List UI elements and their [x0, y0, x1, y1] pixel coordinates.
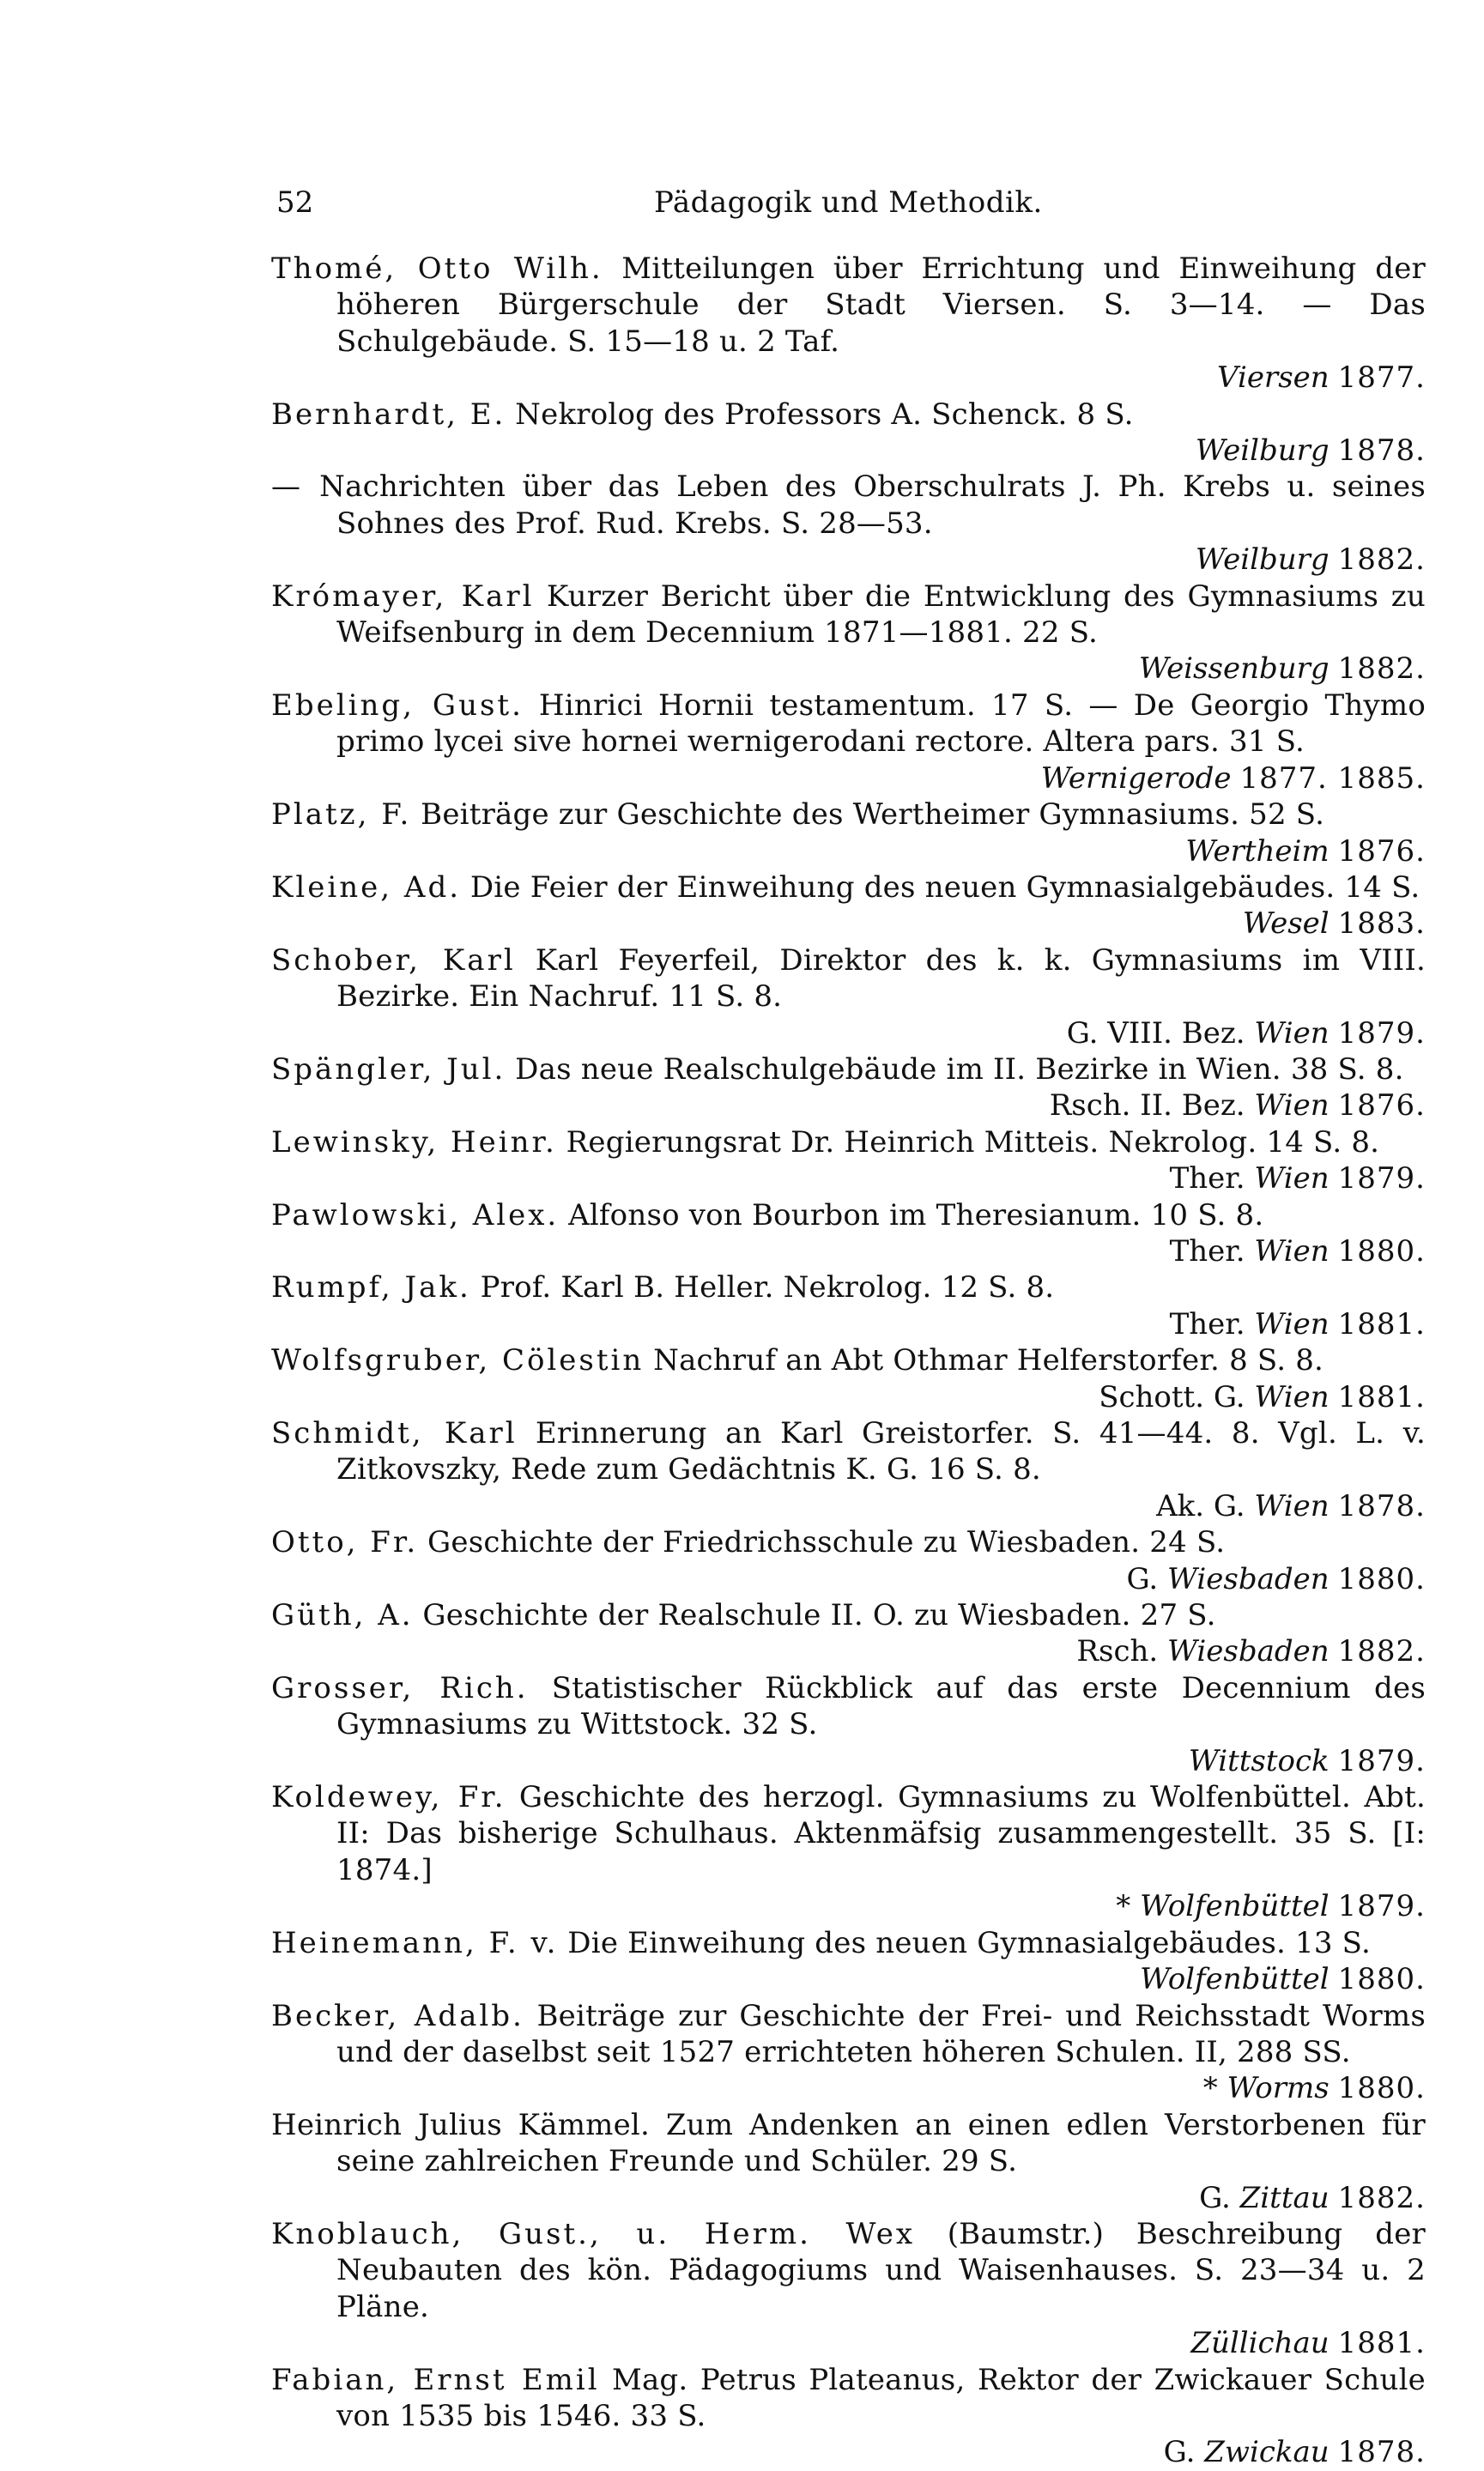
entry-author: Wolfsgruber, Cölestin	[271, 1343, 645, 1378]
bibliography-entry	[271, 2216, 1426, 2362]
entry-imprint-note: Rsch.	[1076, 1634, 1159, 1669]
entry-place: Worms	[1227, 2071, 1330, 2106]
entry-year: 1882.	[1337, 2180, 1426, 2215]
entry-imprint-note: *	[1202, 2071, 1218, 2106]
entry-imprint-note: G.	[1126, 1561, 1159, 1596]
entry-imprint	[336, 760, 1426, 796]
entry-imprint	[336, 905, 1426, 942]
entry-year: 1880.	[1337, 1561, 1426, 1596]
entry-author: Lewinsky, Heinr.	[271, 1124, 557, 1160]
entry-imprint-note: Ther.	[1169, 1161, 1245, 1196]
entry-imprint	[336, 833, 1426, 869]
entry-title: Die Einweihung des neuen Gymnasialgebäudes. 13 S.	[567, 1925, 1371, 1960]
entry-year: 1882.	[1337, 1634, 1426, 1669]
entry-place: Wernigerode	[1040, 760, 1232, 796]
entry-year: 1879.	[1337, 1743, 1426, 1778]
entry-imprint	[336, 1087, 1426, 1123]
entry-imprint	[336, 2434, 1426, 2470]
entry-author: Bernhardt, E.	[271, 397, 506, 432]
entry-author: —	[271, 469, 303, 505]
entry-title: Statistischer Rückblick auf das erste Decennium des Gymnasiums zu Wittstock. 32 S.	[336, 1670, 1426, 1742]
entry-place: Viersen	[1216, 360, 1330, 396]
entry-title: Beiträge zur Geschichte der Frei- und Reichsstadt Worms und der daselbst seit 1527 errichteten höheren Schulen. II, 288 SS.	[336, 1998, 1426, 2069]
entry-title: Geschichte des herzogl. Gymnasiums zu Wolfenbüttel. Abt. II: Das bisherige Schulhaus. Aktenmäfsig zusammengestellt. 35 S. [I: 1874.]	[336, 1780, 1426, 1887]
entry-imprint	[336, 1561, 1426, 1597]
entry-place: Wien	[1254, 1233, 1330, 1269]
entry-place: Weilburg	[1195, 433, 1330, 469]
entry-imprint	[336, 542, 1426, 578]
entry-year: 1881.	[1337, 1379, 1426, 1414]
entry-title: Prof. Karl B. Heller. Nekrolog. 12 S. 8.	[480, 1270, 1055, 1305]
bibliography-list	[271, 251, 1426, 2471]
entry-imprint-note: Rsch. II. Bez.	[1049, 1088, 1245, 1123]
bibliography-entry	[271, 687, 1426, 796]
entry-title: Nachruf an Abt Othmar Helferstorfer. 8 S. 8.	[653, 1343, 1324, 1378]
entry-title: Nachrichten über das Leben des Oberschulrats J. Ph. Krebs u. seines Sohnes des Prof. Rud. Krebs. S. 28—53.	[319, 469, 1426, 541]
entry-author: Spängler, Jul.	[271, 1051, 506, 1087]
entry-place: Wolfenbüttel	[1140, 1962, 1330, 1997]
entry-imprint	[336, 1379, 1426, 1415]
bibliography-entry	[271, 578, 1426, 687]
entry-imprint	[336, 360, 1426, 396]
bibliography-entry	[271, 796, 1426, 869]
entry-year: 1878.	[1337, 2435, 1426, 2470]
entry-year: 1876.	[1337, 1088, 1426, 1123]
entry-place: Wittstock	[1188, 1743, 1330, 1778]
entry-place: Wesel	[1242, 906, 1330, 942]
entry-place: Wien	[1254, 1488, 1330, 1523]
entry-imprint	[336, 1015, 1426, 1051]
entry-place: Wien	[1254, 1306, 1330, 1341]
entry-title: Beiträge zur Geschichte des Wertheimer Gymnasiums. 52 S.	[421, 797, 1325, 833]
entry-place: Weissenburg	[1138, 651, 1330, 687]
bibliography-entry	[271, 1051, 1426, 1124]
entry-imprint	[336, 433, 1426, 469]
bibliography-entry	[271, 1998, 1426, 2107]
entry-imprint	[336, 1488, 1426, 1524]
entry-year: 1879.	[1337, 1889, 1426, 1924]
running-head: Pädagogik und Methodik.	[654, 185, 1043, 220]
bibliography-entry	[271, 942, 1426, 1051]
entry-title: Heinrich Julius Kämmel. Zum Andenken an einen edlen Verstorbenen für seine zahlreichen Freunde und Schüler. 29 S.	[271, 2107, 1426, 2179]
entry-author: Otto, Fr.	[271, 1525, 419, 1560]
entry-year: 1883.	[1337, 906, 1426, 942]
bibliography-entry	[271, 1597, 1426, 1670]
entry-author: Knoblauch, Gust., u. Herm. Wex	[271, 2216, 916, 2251]
bibliography-entry	[271, 469, 1426, 578]
bibliography-entry	[271, 251, 1426, 397]
entry-title: Kurzer Bericht über die Entwicklung des Gymnasiums zu Weifsenburg in dem Decennium 1871—1881. 22 S.	[336, 578, 1426, 651]
entry-year: 1877.	[1337, 360, 1426, 396]
entry-title: Geschichte der Realschule II. O. zu Wiesbaden. 27 S.	[422, 1598, 1216, 1633]
entry-imprint	[336, 1306, 1426, 1342]
bibliography-entry	[271, 397, 1426, 469]
entry-imprint	[336, 1888, 1426, 1924]
entry-imprint-note: Ak. G.	[1156, 1488, 1245, 1523]
entry-year: 1880.	[1337, 1962, 1426, 1997]
bibliography-entry	[271, 2362, 1426, 2471]
entry-year: 1879.	[1337, 1161, 1426, 1196]
bibliography-entry	[271, 1925, 1426, 1998]
entry-imprint-note: G. VIII. Bez.	[1066, 1015, 1245, 1051]
entry-place: Weilburg	[1195, 542, 1330, 578]
entry-year: 1876.	[1337, 833, 1426, 869]
entry-year: 1880.	[1337, 2071, 1426, 2106]
bibliography-entry	[271, 1524, 1426, 1597]
entry-title: Erinnerung an Karl Greistorfer. S. 41—44. 8. Vgl. L. v. Zitkovszky, Rede zum Gedächtnis K. G. 16 S. 8.	[336, 1416, 1426, 1487]
entry-place: Wien	[1254, 1379, 1330, 1414]
entry-year: 1881.	[1337, 1306, 1426, 1341]
bibliography-entry	[271, 1670, 1426, 1779]
entry-year: 1880.	[1337, 1233, 1426, 1269]
entry-place: Wiesbaden	[1167, 1561, 1330, 1596]
bibliography-entry	[271, 869, 1426, 942]
entry-author: Grosser, Rich.	[271, 1670, 529, 1705]
entry-year: 1878.	[1337, 433, 1426, 469]
entry-imprint-note: G.	[1199, 2180, 1231, 2215]
entry-title: Geschichte der Friedrichsschule zu Wiesbaden. 24 S.	[427, 1525, 1226, 1560]
entry-author: Becker, Adalb.	[271, 1998, 524, 2033]
entry-title: Nekrolog des Professors A. Schenck. 8 S.	[515, 397, 1134, 432]
entry-imprint	[336, 2180, 1426, 2216]
entry-imprint	[336, 651, 1426, 687]
bibliography-entry	[271, 2107, 1426, 2216]
entry-author: Ebeling, Gust.	[271, 687, 524, 723]
entry-place: Zwickau	[1204, 2435, 1330, 2470]
entry-title: Regierungsrat Dr. Heinrich Mitteis. Nekrolog. 14 S. 8.	[566, 1124, 1380, 1160]
entry-place: Wolfenbüttel	[1140, 1889, 1330, 1924]
entry-imprint	[336, 2070, 1426, 2106]
entry-year: 1877. 1885.	[1239, 760, 1426, 796]
entry-author: Pawlowski, Alex.	[271, 1197, 560, 1232]
bibliography-entry	[271, 1124, 1426, 1197]
entry-place: Züllichau	[1190, 2326, 1330, 2361]
entry-author: Fabian, Ernst Emil	[271, 2362, 600, 2397]
entry-imprint-note: Schott. G.	[1099, 1379, 1245, 1414]
entry-author: Kleine, Ad.	[271, 869, 462, 905]
entry-imprint-note: Ther.	[1169, 1233, 1245, 1269]
entry-imprint	[336, 2325, 1426, 2361]
entry-author: Güth, A.	[271, 1598, 414, 1633]
entry-year: 1879.	[1337, 1015, 1426, 1051]
bibliography-entry	[271, 1779, 1426, 1925]
entry-imprint	[336, 1233, 1426, 1269]
entry-title: Mitteilungen über Errichtung und Einweihung der höheren Bürgerschule der Stadt Viersen. S. 3—14. — Das Schulgebäude. S. 15—18 u. 2 Taf.	[336, 251, 1426, 359]
entry-title: Die Feier der Einweihung des neuen Gymnasialgebäudes. 14 S.	[469, 869, 1420, 905]
entry-title: Das neue Realschulgebäude im II. Bezirke in Wien. 38 S. 8.	[515, 1051, 1404, 1087]
entry-place: Wien	[1254, 1015, 1330, 1051]
bibliography-entry	[271, 1415, 1426, 1524]
entry-place: Wien	[1254, 1088, 1330, 1123]
entry-imprint	[336, 1961, 1426, 1997]
entry-imprint	[336, 1743, 1426, 1779]
entry-author: Koldewey, Fr.	[271, 1780, 506, 1815]
entry-title: Hinrici Hornii testamentum. 17 S. — De Georgio Thymo primo lycei sive hornei wernigerodani rectore. Altera pars. 31 S.	[336, 687, 1426, 760]
entry-title: Mag. Petrus Plateanus, Rektor der Zwickauer Schule von 1535 bis 1546. 33 S.	[336, 2362, 1426, 2433]
entry-author: Rumpf, Jak.	[271, 1270, 471, 1305]
entry-year: 1882.	[1337, 651, 1426, 687]
entry-imprint-note: Ther.	[1169, 1306, 1245, 1341]
entry-imprint-note: *	[1116, 1889, 1131, 1924]
page-number: 52	[276, 185, 314, 220]
bibliography-entry	[271, 1342, 1426, 1415]
entry-imprint	[336, 1160, 1426, 1196]
entry-author: Krómayer, Karl	[271, 578, 535, 614]
entry-imprint	[336, 1633, 1426, 1669]
entry-title: (Baumstr.) Beschreibung der Neubauten des kön. Pädagogiums und Waisenhauses. S. 23—34 u. 2 Pläne.	[336, 2216, 1426, 2324]
entry-title: Karl Feyerfeil, Direktor des k. k. Gymnasiums im VIII. Bezirke. Ein Nachruf. 11 S. 8.	[336, 942, 1426, 1014]
entry-place: Wertheim	[1185, 833, 1330, 869]
entry-place: Wien	[1254, 1161, 1330, 1196]
entry-place: Zittau	[1239, 2180, 1330, 2215]
entry-author: Schmidt, Karl	[271, 1416, 518, 1451]
bibliography-entry	[271, 1197, 1426, 1270]
entry-imprint-note: G.	[1163, 2435, 1196, 2470]
entry-place: Wiesbaden	[1167, 1634, 1330, 1669]
entry-author: Heinemann, F. v.	[271, 1925, 559, 1960]
bibliography-entry	[271, 1269, 1426, 1342]
entry-year: 1878.	[1337, 1488, 1426, 1523]
entry-author: Schober, Karl	[271, 942, 516, 978]
entry-year: 1882.	[1337, 542, 1426, 578]
entry-year: 1881.	[1337, 2326, 1426, 2361]
entry-author: Thomé, Otto Wilh.	[271, 251, 603, 286]
page-header	[276, 185, 1426, 237]
entry-title: Alfonso von Bourbon im Theresianum. 10 S. 8.	[568, 1197, 1264, 1232]
entry-author: Platz, F.	[271, 797, 412, 833]
